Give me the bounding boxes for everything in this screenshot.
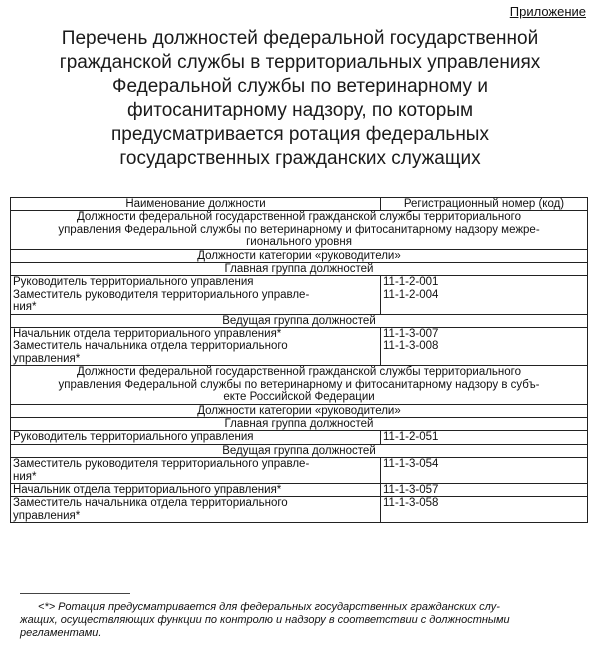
title-line: гражданской службы в территориальных управлениях [59, 52, 541, 73]
footnote-divider [20, 593, 130, 594]
group-row [11, 314, 588, 327]
appendix-label: Приложение [509, 4, 586, 19]
group-label: Главная группа должностей [11, 417, 588, 430]
position-name-cont: ния* [13, 470, 37, 483]
table-row [11, 328, 588, 366]
position-name [11, 458, 381, 484]
table-row [11, 431, 588, 444]
table-header-row [11, 198, 588, 211]
positions-table [10, 197, 588, 523]
position-name: Руководитель территориального управления [11, 431, 381, 444]
position-code: 11-1-3-007 [383, 328, 439, 341]
table-row [11, 458, 588, 484]
position-name: Заместитель начальника отдела территориального [13, 340, 288, 353]
category-label: Должности категории «руководители» [11, 404, 588, 417]
footnote-line: жащих, осуществляющих функции по контролю и надзору в соответствии с должностными [20, 614, 510, 626]
position-name: Руководитель территориального управления [13, 276, 254, 289]
table-row [11, 497, 588, 523]
position-name: Начальник отдела территориального управления* [11, 483, 381, 496]
position-name: Заместитель руководителя территориального управле- [13, 288, 310, 301]
section-heading-line: гионального уровня [246, 236, 352, 249]
position-code: 11-1-3-057 [381, 483, 588, 496]
position-code: 11-1-2-051 [381, 431, 588, 444]
group-label: Ведущая группа должностей [11, 314, 588, 327]
position-name-cont: управления* [13, 509, 81, 522]
position-name [11, 497, 381, 523]
table-row [11, 276, 588, 314]
position-names [11, 276, 381, 314]
section-heading-line: управления Федеральной службы по ветеринарному и фитосанитарному надзору межре- [58, 223, 540, 236]
header-name: Наименование должности [11, 198, 381, 211]
footnote [20, 601, 588, 640]
position-name: Начальник отдела территориального управления* [13, 328, 282, 341]
group-label: Главная группа должностей [11, 263, 588, 276]
group-row [11, 263, 588, 276]
title-line: Федеральной службы по ветеринарному и [112, 76, 488, 97]
table-row [11, 483, 588, 496]
group-label: Ведущая группа должностей [11, 444, 588, 457]
position-name-cont: ния* [13, 301, 37, 314]
position-code: 11-1-3-058 [381, 497, 588, 523]
position-codes [381, 276, 588, 314]
document-title [10, 27, 590, 171]
footnote-line: регламентами. [20, 627, 102, 639]
position-codes [381, 328, 588, 366]
position-name-cont: управления* [13, 352, 81, 365]
position-name-line: Заместитель начальника отдела территориального [13, 497, 288, 510]
title-line: предусматривается ротация федеральных [111, 124, 489, 145]
title-line: Перечень должностей федеральной государственной [61, 28, 539, 49]
title-line: государственных гражданских служащих [119, 148, 481, 169]
section-heading-line: управления Федеральной службы по ветеринарному и фитосанитарному надзору в субъ- [58, 378, 540, 391]
position-code: 11-1-2-001 [383, 276, 439, 289]
section-heading-line: Должности федеральной государственной гражданской службы территориального [76, 211, 522, 224]
position-code: 11-1-3-054 [381, 458, 588, 484]
section-heading [11, 366, 588, 404]
category-label: Должности категории «руководители» [11, 249, 588, 262]
group-row [11, 444, 588, 457]
header-code: Регистрационный номер (код) [381, 198, 588, 211]
section-heading-row [11, 366, 588, 404]
position-code: 11-1-2-004 [383, 288, 439, 301]
section-heading-row [11, 211, 588, 249]
category-row [11, 404, 588, 417]
category-row [11, 249, 588, 262]
section-heading [11, 211, 588, 249]
section-heading-line: екте Российской Федерации [223, 391, 375, 404]
position-names [11, 328, 381, 366]
position-name-line: Заместитель руководителя территориального управле- [13, 458, 310, 471]
title-line: фитосанитарному надзору, по которым [126, 100, 474, 121]
group-row [11, 417, 588, 430]
section-heading-line: Должности федеральной государственной гражданской службы территориального [76, 366, 522, 379]
footnote-line: <*> Ротация предусматривается для федеральных государственных гражданских слу- [38, 601, 500, 613]
position-code: 11-1-3-008 [383, 340, 439, 353]
